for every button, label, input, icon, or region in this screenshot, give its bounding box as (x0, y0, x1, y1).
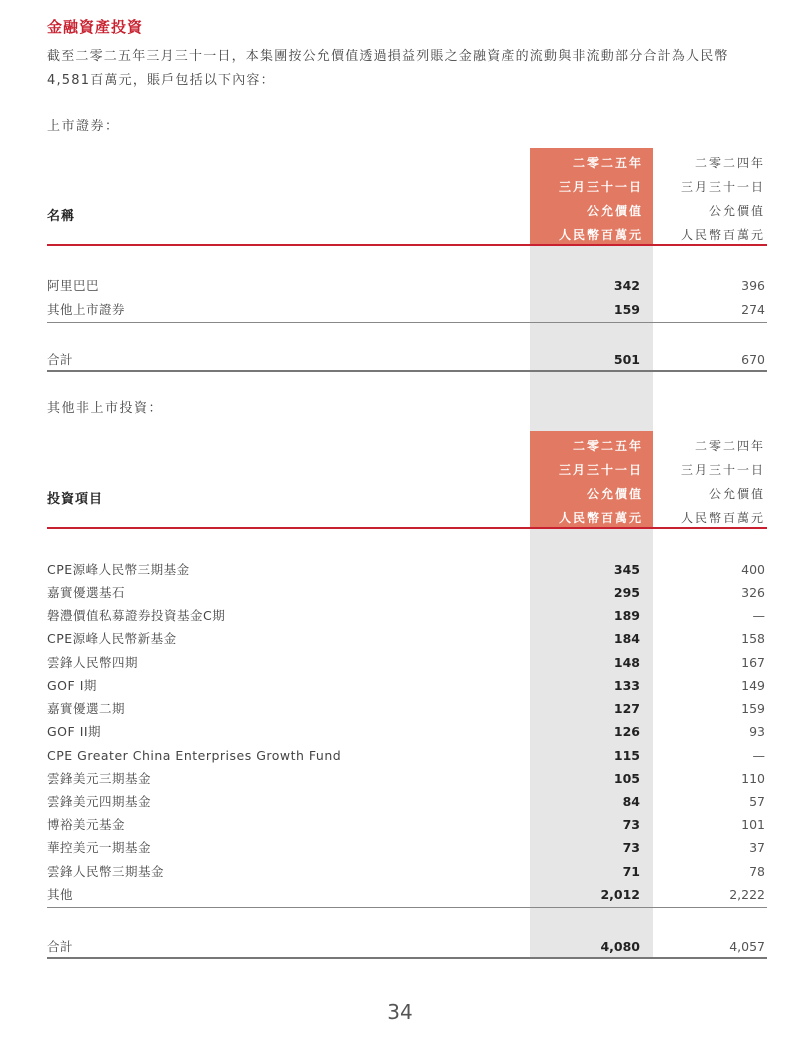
table-row (47, 744, 767, 767)
row-prior: 396 (741, 278, 765, 293)
current-header-basis: 公允價值 (586, 204, 643, 218)
table-row (47, 883, 767, 906)
table-row (47, 860, 767, 883)
row-prior: 78 (749, 864, 765, 879)
table-row (47, 558, 767, 581)
row-name: 博裕美元基金 (47, 817, 126, 832)
row-current: 73 (622, 840, 640, 855)
row-prior: 158 (741, 631, 765, 646)
prior-header-unit: 人民幣百萬元 (680, 228, 765, 242)
name-column-header: 名稱 (47, 209, 76, 224)
row-prior: 326 (741, 585, 765, 600)
prior-header-date: 三月三十一日 (680, 463, 765, 477)
row-current: 345 (613, 562, 640, 577)
row-prior: 93 (749, 724, 765, 739)
row-prior: 159 (741, 701, 765, 716)
row-prior: 149 (741, 678, 765, 693)
prior-header-basis: 公允價值 (708, 487, 765, 501)
table-row (47, 604, 767, 627)
total-prior: 670 (741, 352, 765, 367)
row-name: CPE源峰人民幣三期基金 (47, 562, 190, 577)
prior-header-date: 三月三十一日 (680, 180, 765, 194)
row-current: 148 (613, 655, 640, 670)
table-row (47, 651, 767, 674)
total-row (47, 935, 767, 958)
row-current: 73 (622, 817, 640, 832)
table-row (47, 674, 767, 697)
row-current: 2,012 (600, 887, 640, 902)
table-row (47, 581, 767, 604)
prior-header-year: 二零二四年 (694, 156, 765, 170)
row-prior: 101 (741, 817, 765, 832)
page-number: 34 (387, 1000, 413, 1024)
row-current: 115 (613, 748, 640, 763)
row-name: 阿里巴巴 (47, 278, 100, 293)
row-prior: 167 (741, 655, 765, 670)
current-header-date: 三月三十一日 (558, 463, 643, 477)
row-name: 雲鋒美元三期基金 (47, 771, 152, 786)
row-prior: 57 (749, 794, 765, 809)
prior-header-year: 二零二四年 (694, 439, 765, 453)
table-row (47, 767, 767, 790)
table-row (47, 274, 767, 297)
current-header-unit: 人民幣百萬元 (558, 511, 643, 525)
row-prior: 37 (749, 840, 765, 855)
row-current: 133 (613, 678, 640, 693)
row-name: 雲鋒人民幣三期基金 (47, 864, 165, 879)
row-current: 184 (613, 631, 640, 646)
row-name: GOF II期 (47, 724, 102, 739)
row-prior: 274 (741, 302, 765, 317)
row-name: CPE源峰人民幣新基金 (47, 631, 177, 646)
table-row (47, 720, 767, 743)
intro-paragraph: 截至二零二五年三月三十一日，本集團按公允價值透過損益列賬之金融資產的流動與非流動部分合計為人民幣4,581百萬元，賬戶包括以下內容： (47, 49, 729, 88)
table-row (47, 697, 767, 720)
investment-column-header: 投資項目 (47, 492, 104, 507)
unlisted-investments-label: 其他非上市投資： (47, 401, 164, 416)
total-current: 4,080 (600, 939, 640, 954)
total-current: 501 (613, 352, 640, 367)
table-row (47, 813, 767, 836)
row-current: 342 (613, 278, 640, 293)
row-current: 105 (613, 771, 640, 786)
row-prior: — (752, 748, 765, 763)
row-prior: 400 (741, 562, 765, 577)
table-row (47, 790, 767, 813)
prior-header-basis: 公允價值 (708, 204, 765, 218)
table-row (47, 298, 767, 321)
table-row (47, 836, 767, 859)
row-prior: 110 (741, 771, 765, 786)
row-prior: 2,222 (729, 887, 765, 902)
current-header-year: 二零二五年 (572, 439, 643, 453)
total-rule (47, 957, 767, 959)
row-current: 189 (613, 608, 640, 623)
total-row (47, 348, 767, 371)
total-prior: 4,057 (729, 939, 765, 954)
prior-header-unit: 人民幣百萬元 (680, 511, 765, 525)
row-current: 71 (622, 864, 640, 879)
current-header-date: 三月三十一日 (558, 180, 643, 194)
header-rule (47, 527, 767, 529)
row-name: 華控美元一期基金 (47, 840, 152, 855)
row-name: CPE Greater China Enterprises Growth Fund (47, 748, 342, 763)
row-name: 嘉實優選二期 (47, 701, 126, 716)
subtotal-rule (47, 322, 767, 323)
current-header-unit: 人民幣百萬元 (558, 228, 643, 242)
subtotal-rule (47, 907, 767, 908)
row-name: 磐灃價值私募證券投資基金C期 (47, 608, 226, 623)
row-name: 嘉實優選基石 (47, 585, 126, 600)
listed-securities-label: 上市證券： (47, 119, 120, 134)
section-title: 金融資產投資 (47, 18, 144, 36)
row-name: 其他上市證券 (47, 302, 126, 317)
total-label: 合計 (47, 352, 74, 367)
row-current: 127 (613, 701, 640, 716)
total-label: 合計 (47, 939, 74, 954)
row-name: 雲鋒美元四期基金 (47, 794, 152, 809)
row-current: 159 (613, 302, 640, 317)
current-header-year: 二零二五年 (572, 156, 643, 170)
row-current: 295 (613, 585, 640, 600)
row-prior: — (752, 608, 765, 623)
header-rule (47, 244, 767, 246)
row-current: 126 (613, 724, 640, 739)
row-name: 雲鋒人民幣四期 (47, 655, 139, 670)
total-rule (47, 370, 767, 372)
table-row (47, 627, 767, 650)
row-name: 其他 (47, 887, 74, 902)
row-current: 84 (622, 794, 640, 809)
row-name: GOF I期 (47, 678, 97, 693)
current-header-basis: 公允價值 (586, 487, 643, 501)
